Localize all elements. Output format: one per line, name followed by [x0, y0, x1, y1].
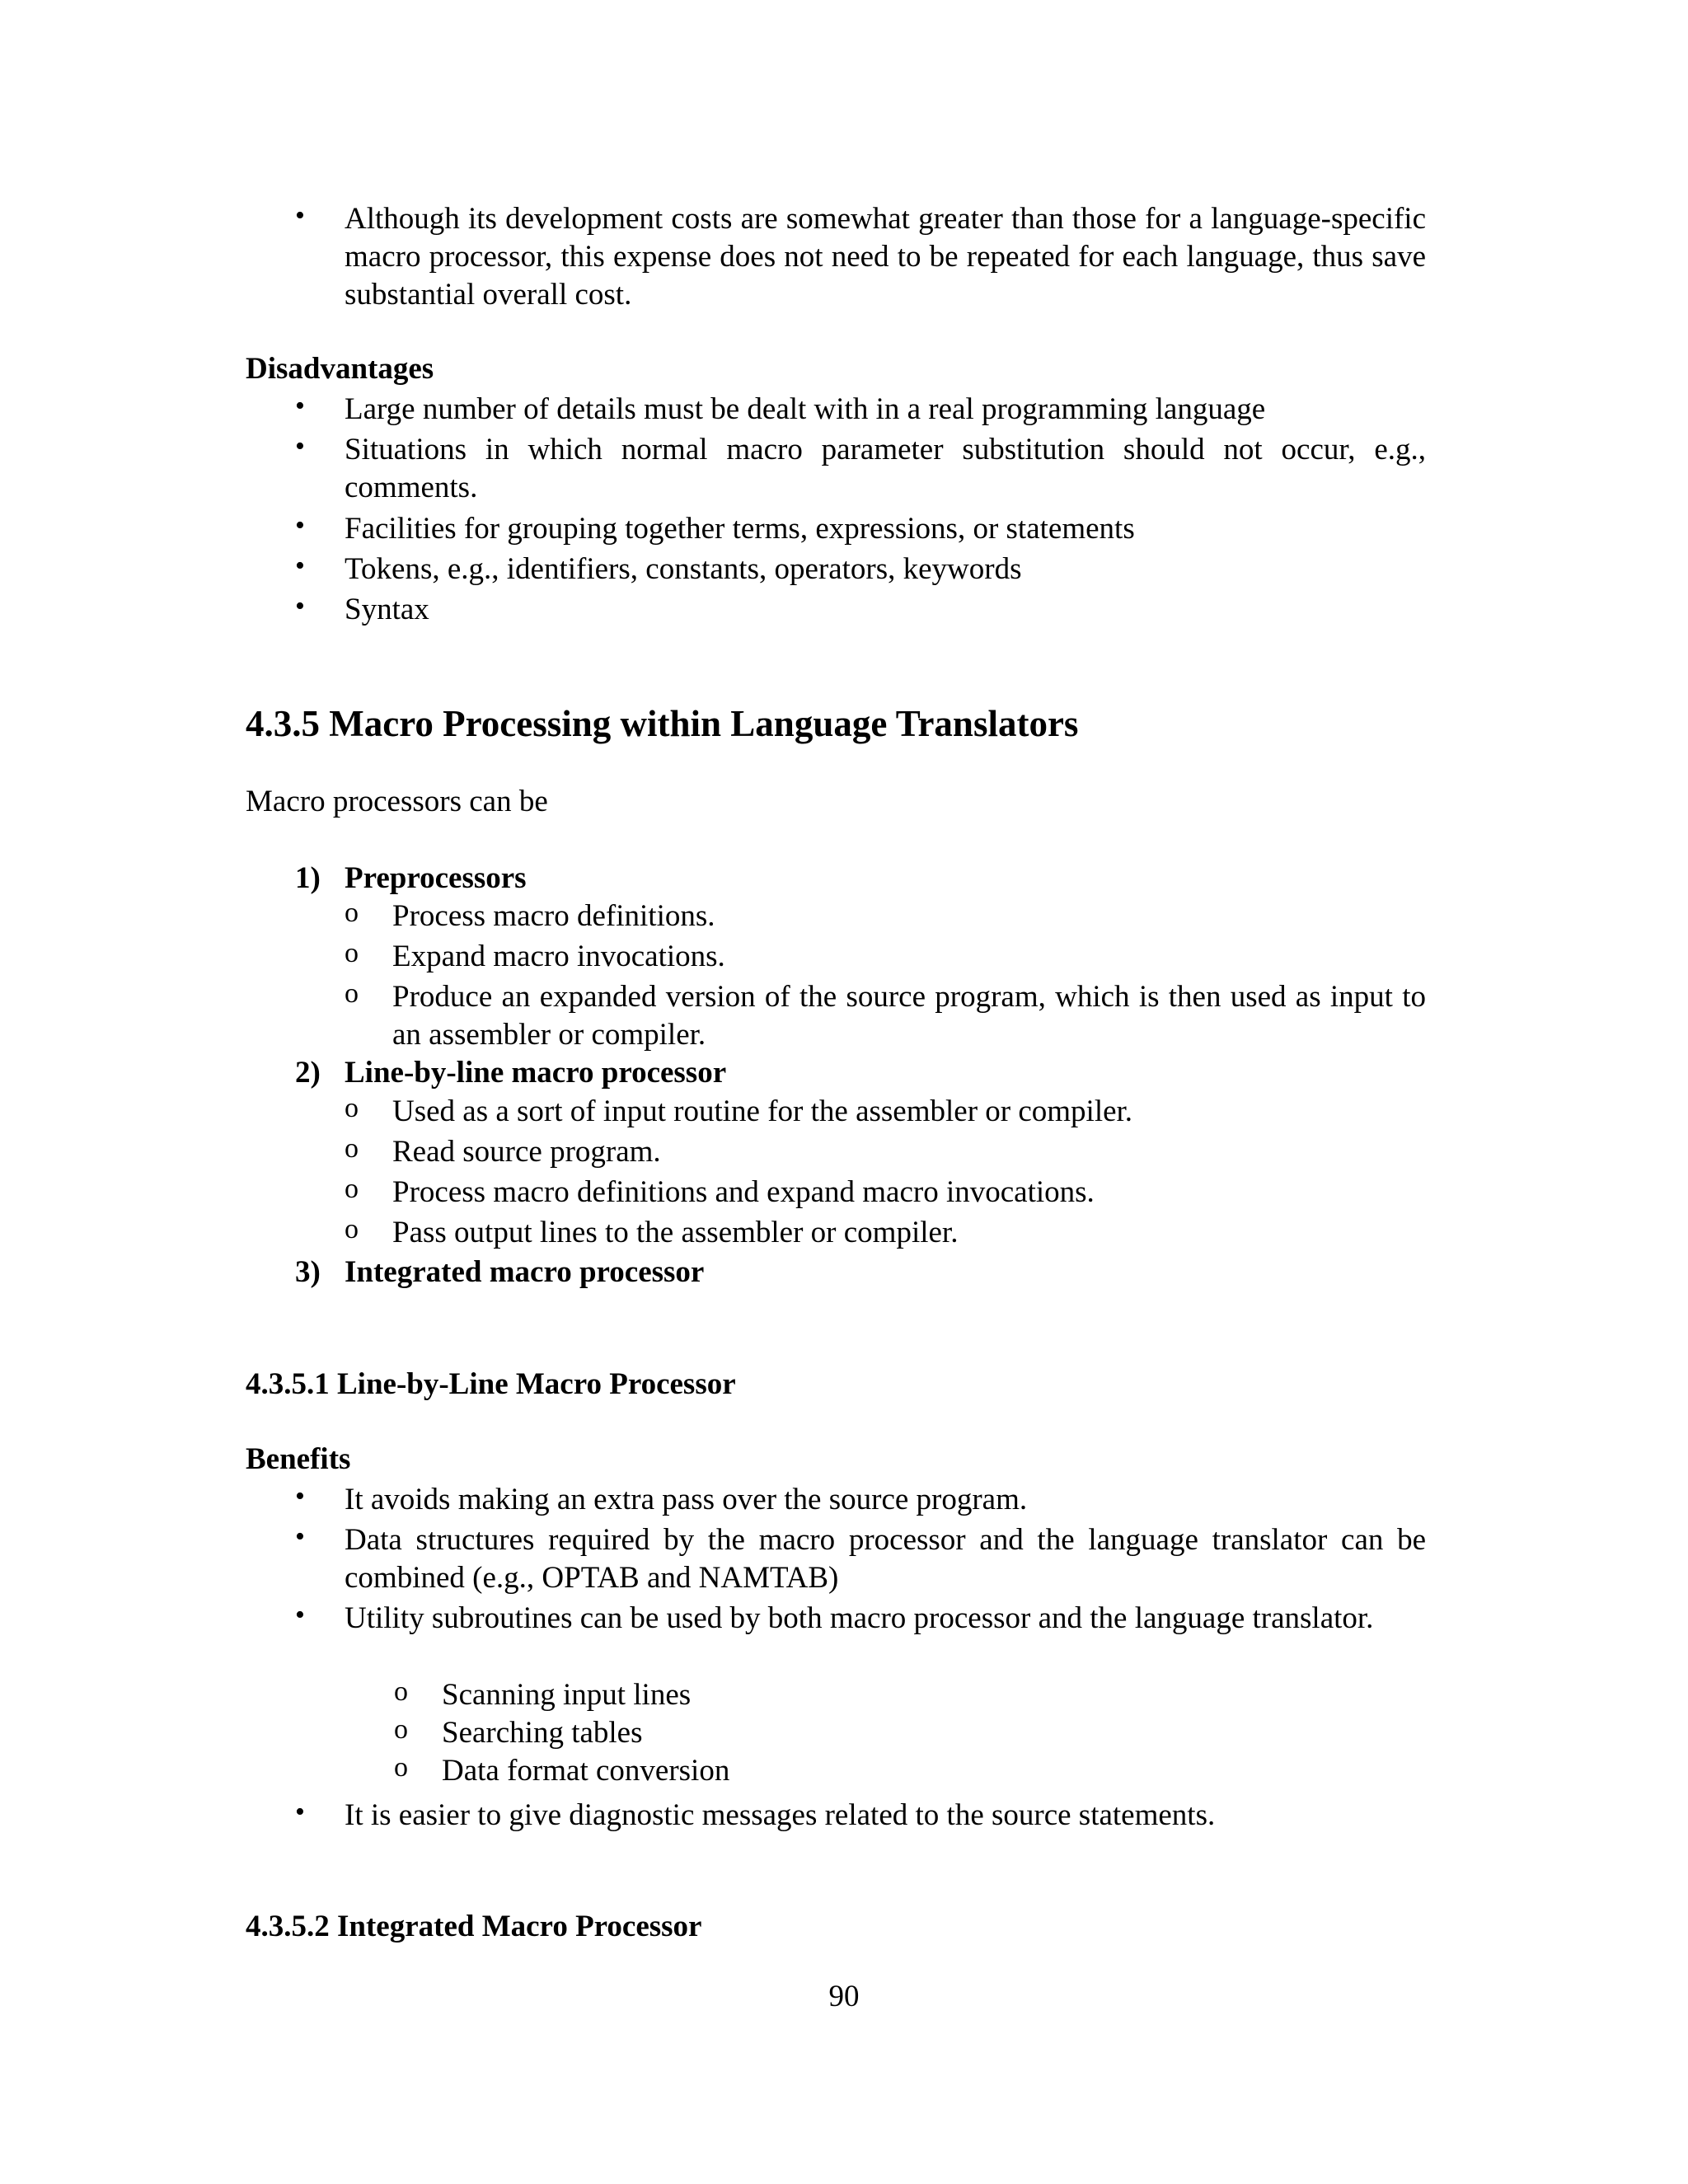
bullet-icon: •	[295, 551, 305, 581]
list-item	[295, 1481, 1426, 1519]
item-label: Line-by-line macro processor	[345, 1056, 727, 1090]
sub-list-text: Produce an expanded version of the source program, which is then used as input to an assembler or compiler.	[392, 980, 1426, 1052]
list-item	[295, 1797, 1426, 1835]
bullet-icon: •	[295, 1797, 305, 1827]
list-item	[295, 1600, 1426, 1638]
list-item-text: Data structures required by the macro processor and the language translator can be combined (e.g., OPTAB and NAMTAB)	[345, 1523, 1426, 1595]
circle-bullet-icon: o	[394, 1752, 408, 1783]
list-item-text: It is easier to give diagnostic messages related to the source statements.	[345, 1798, 1216, 1832]
circle-bullet-icon: o	[345, 1174, 359, 1204]
disadvantages-heading: Disadvantages	[246, 352, 434, 386]
bullet-icon: •	[295, 1481, 305, 1511]
list-item	[295, 431, 1426, 507]
list-item-text: Situations in which normal macro parameter substitution should not occur, e.g., comments.	[345, 433, 1426, 504]
sub-list-item	[345, 978, 1426, 1054]
sub-list-item	[345, 898, 1426, 935]
paragraph: Macro processors can be	[246, 785, 548, 818]
list-item	[295, 391, 1426, 429]
list-item-text: Syntax	[345, 593, 429, 626]
item-label: Integrated macro processor	[345, 1255, 705, 1289]
circle-bullet-icon: o	[345, 898, 359, 928]
sub-list-text: Expand macro invocations.	[392, 940, 725, 973]
item-number: 3)	[295, 1255, 321, 1289]
benefits-heading: Benefits	[246, 1442, 351, 1476]
item-number: 1)	[295, 861, 321, 895]
section-heading: 4.3.5 Macro Processing within Language Translators	[246, 703, 1079, 744]
sub-list-item	[345, 1174, 1426, 1212]
list-item	[295, 591, 1426, 629]
list-item-text: Although its development costs are somewhat greater than those for a language-specific macro processor, this expense does not need to be repeated for each language, thus save substantial overall cost.	[345, 202, 1426, 312]
bullet-icon: •	[295, 431, 305, 462]
list-item-text: Facilities for grouping together terms, expressions, or statements	[345, 512, 1135, 546]
sub-list-text: Used as a sort of input routine for the assembler or compiler.	[392, 1094, 1133, 1128]
list-item	[295, 510, 1426, 548]
item-label: Preprocessors	[345, 861, 527, 895]
bullet-icon: •	[295, 591, 305, 621]
sub-list-item	[345, 938, 1426, 976]
circle-bullet-icon: o	[345, 1214, 359, 1244]
sub-list-text: Scanning input lines	[442, 1678, 692, 1712]
sub-list-text: Searching tables	[442, 1716, 643, 1750]
subsection-heading: 4.3.5.2 Integrated Macro Processor	[246, 1910, 702, 1943]
list-item-text: Tokens, e.g., identifiers, constants, operators, keywords	[345, 552, 1022, 586]
sub-list-item	[394, 1676, 1426, 1714]
subsection-heading: 4.3.5.1 Line-by-Line Macro Processor	[246, 1367, 736, 1401]
list-item	[295, 1521, 1426, 1597]
circle-bullet-icon: o	[345, 1093, 359, 1123]
sub-list-text: Process macro definitions.	[392, 899, 715, 933]
item-number: 2)	[295, 1056, 321, 1090]
page-number: 90	[828, 1980, 860, 2013]
sub-list-text: Read source program.	[392, 1135, 661, 1169]
sub-list-text: Pass output lines to the assembler or compiler.	[392, 1216, 959, 1249]
circle-bullet-icon: o	[394, 1676, 408, 1707]
circle-bullet-icon: o	[345, 978, 359, 1009]
sub-list-item	[345, 1093, 1426, 1131]
sub-list-item	[394, 1752, 1426, 1790]
list-item-text: It avoids making an extra pass over the source program.	[345, 1483, 1028, 1516]
circle-bullet-icon: o	[345, 1133, 359, 1164]
list-item-text: Large number of details must be dealt with in a real programming language	[345, 392, 1266, 426]
list-item	[295, 551, 1426, 588]
circle-bullet-icon: o	[394, 1714, 408, 1745]
sub-list-item	[345, 1214, 1426, 1252]
bullet-icon: •	[295, 1600, 305, 1630]
sub-list-text: Process macro definitions and expand macro invocations.	[392, 1175, 1095, 1209]
sub-list-item	[345, 1133, 1426, 1171]
bullet-icon: •	[295, 391, 305, 421]
list-item-text: Utility subroutines can be used by both macro processor and the language translator.	[345, 1601, 1374, 1635]
circle-bullet-icon: o	[345, 938, 359, 968]
sub-list-item	[394, 1714, 1426, 1752]
bullet-icon: •	[295, 1521, 305, 1552]
bullet-icon: •	[295, 510, 305, 541]
sub-list-text: Data format conversion	[442, 1754, 730, 1788]
bullet-icon: •	[295, 200, 305, 231]
list-item	[295, 200, 1426, 314]
